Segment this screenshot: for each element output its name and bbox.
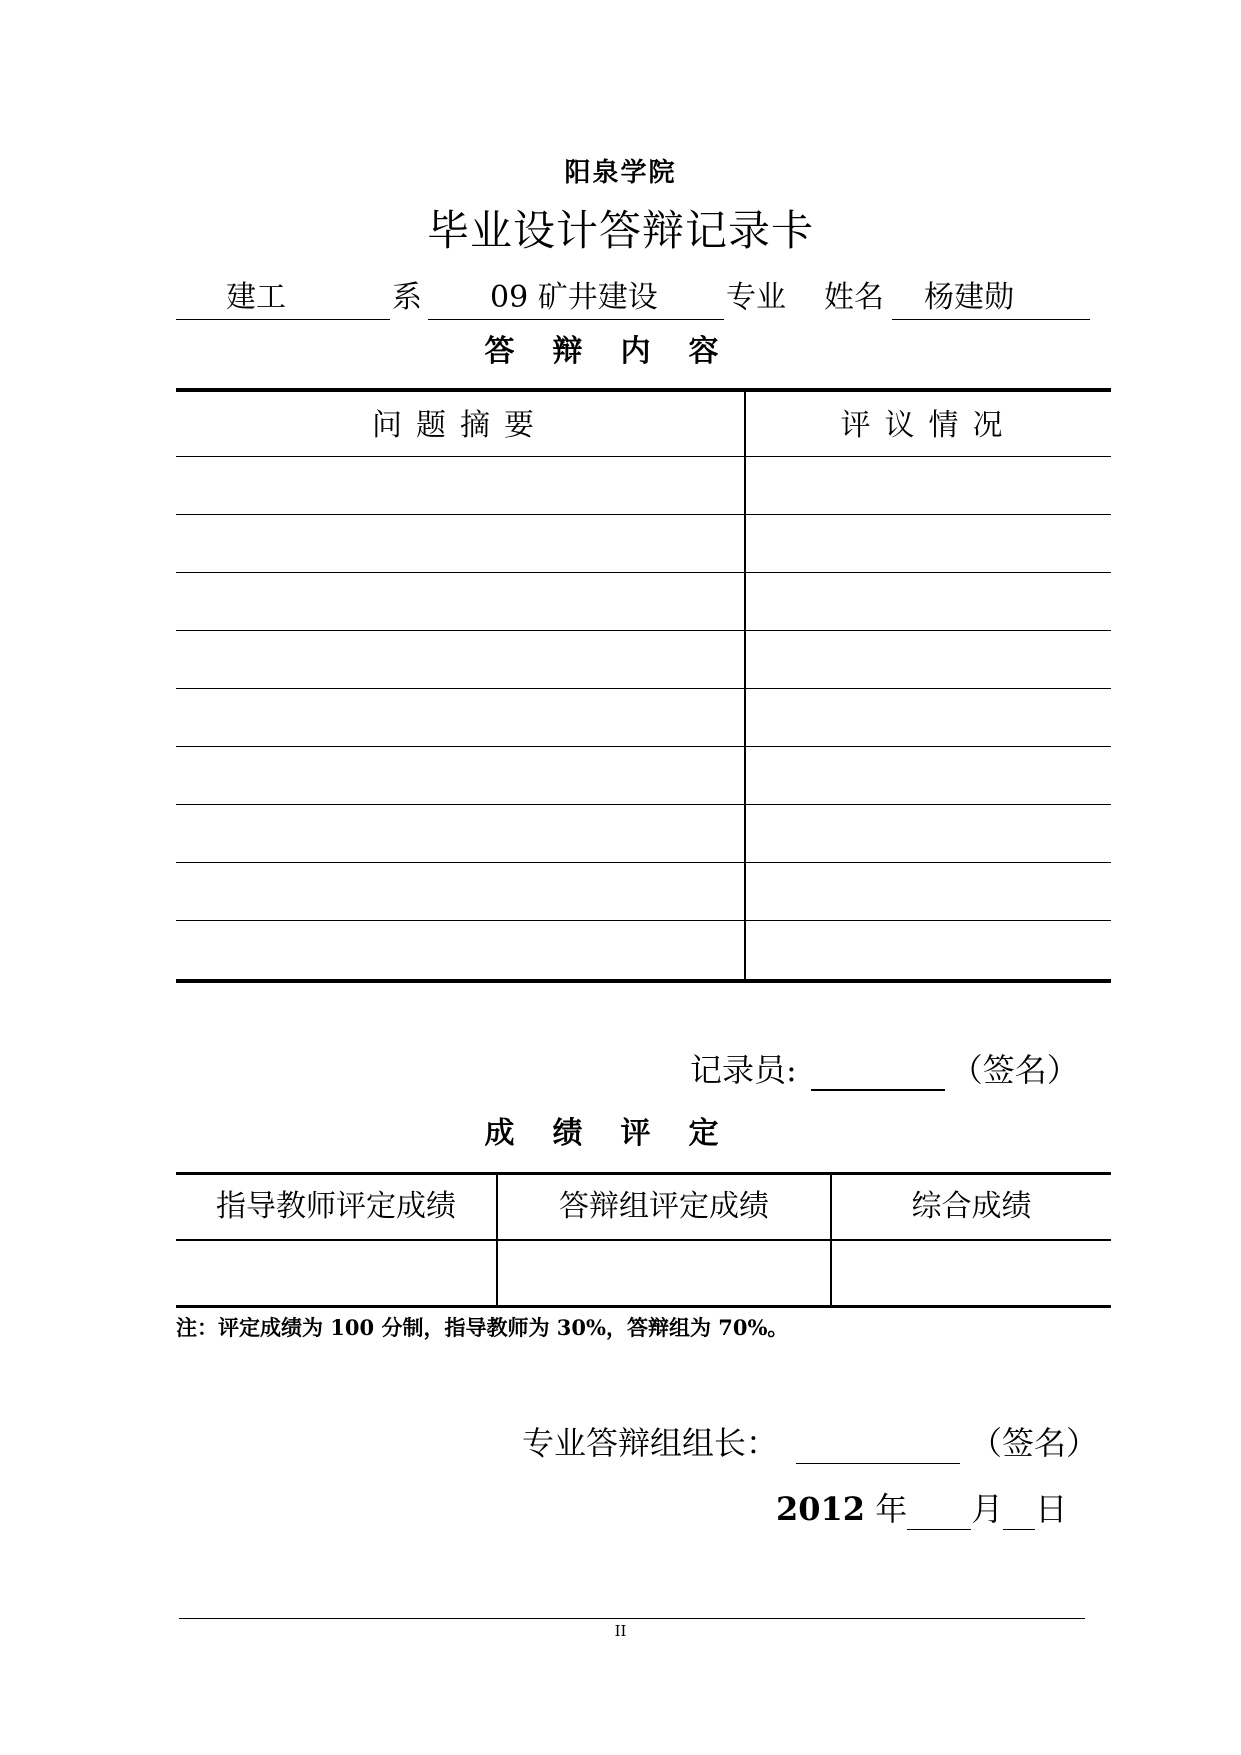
- col-header-question: 问题摘要: [372, 408, 548, 443]
- major-label: 专业: [726, 280, 786, 315]
- panel-grade-value: [498, 1248, 830, 1298]
- page-number: II: [614, 1622, 627, 1640]
- date-day-unit: 日: [1035, 1490, 1068, 1528]
- major-field: [428, 280, 724, 320]
- grading-bottom-rule: [176, 1305, 1111, 1308]
- advisor-grade-value: [176, 1248, 496, 1298]
- grading-top-rule: [176, 1172, 1111, 1175]
- recorder-sign-hint: （签名）: [950, 1051, 1079, 1089]
- grading-mid-rule: [176, 1239, 1111, 1241]
- footer-rule: [179, 1618, 1085, 1619]
- column-divider: [744, 392, 746, 979]
- recorder-signature: [690, 1045, 1079, 1087]
- defense-section-title: [0, 326, 1241, 370]
- row-divider: [176, 746, 1111, 747]
- grading-section-title-text: 成绩评定: [484, 1116, 757, 1151]
- row-divider: [176, 862, 1111, 863]
- row-divider: [176, 572, 1111, 573]
- recorder-signature-line: [811, 1055, 945, 1091]
- row-divider: [176, 514, 1111, 515]
- row-divider: [176, 804, 1111, 805]
- panel-leader-label: 专业答辩组组长：: [522, 1424, 779, 1462]
- department-label: 系: [392, 280, 422, 315]
- date-day-blank: [1003, 1495, 1035, 1530]
- date-month-unit: 月: [971, 1490, 1004, 1528]
- major-value: 09 矿井建设: [490, 280, 658, 315]
- grading-table: [176, 1172, 1111, 1308]
- form-title: 毕业设计答辩记录卡: [426, 206, 814, 255]
- grading-note: 注：评定成绩为 100 分制，指导教师为 30%，答辩组为 70%。: [176, 1315, 789, 1340]
- date-year-unit: 年: [875, 1490, 908, 1528]
- row-divider: [176, 630, 1111, 631]
- name-value: 杨建勋: [924, 280, 1014, 315]
- row-divider: [176, 920, 1111, 921]
- department-field: [176, 280, 390, 320]
- department-value: 建工: [226, 280, 286, 315]
- student-info-line: [0, 280, 1241, 320]
- table-top-rule: [176, 388, 1111, 392]
- row-divider: [176, 456, 1111, 457]
- row-divider: [176, 688, 1111, 689]
- panel-leader-sign-hint: （签名）: [970, 1424, 1099, 1462]
- name-field: [892, 280, 1090, 320]
- panel-leader-signature-line: [796, 1427, 960, 1464]
- panel-leader-signature: [522, 1418, 1098, 1464]
- date-year: 2012: [776, 1490, 866, 1528]
- table-bottom-rule: [176, 979, 1111, 983]
- grading-section-title: [0, 1108, 1241, 1152]
- date-month-blank: [907, 1495, 971, 1530]
- defense-section-title-text: 答辩内容: [484, 334, 757, 369]
- total-grade-value: [832, 1248, 1111, 1298]
- signature-date: [776, 1484, 1067, 1530]
- col-header-panel-grade: 答辩组评定成绩: [559, 1189, 769, 1224]
- school-name: 阳泉学院: [564, 158, 677, 188]
- col-header-comment: 评议情况: [840, 408, 1017, 443]
- name-label: 姓名: [824, 280, 884, 315]
- col-header-total-grade: 综合成绩: [911, 1189, 1032, 1224]
- recorder-label: 记录员:: [690, 1051, 797, 1089]
- defense-table: [176, 388, 1111, 983]
- col-header-advisor-grade: 指导教师评定成绩: [216, 1189, 456, 1224]
